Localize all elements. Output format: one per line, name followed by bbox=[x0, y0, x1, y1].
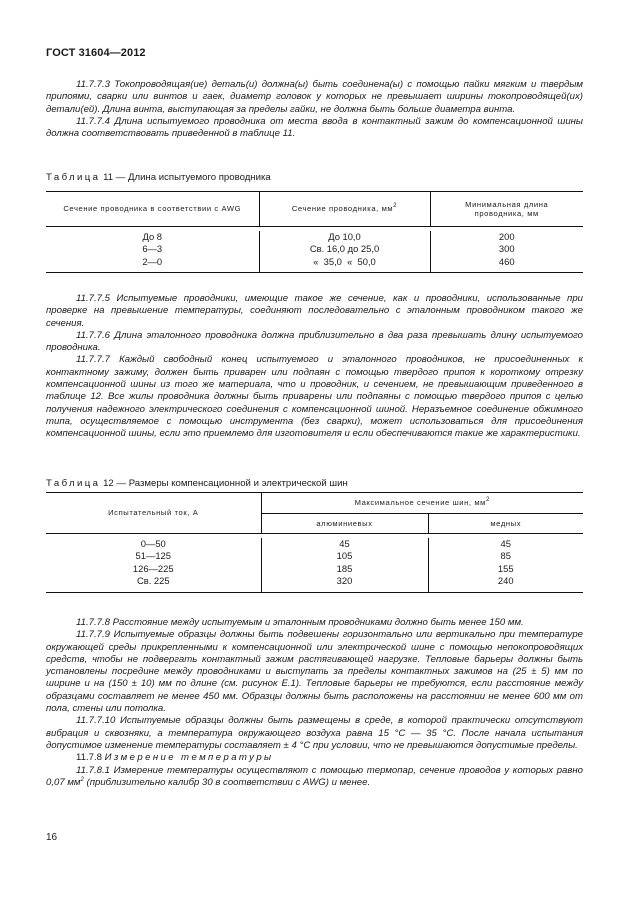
section-number: 11.7.8 bbox=[76, 752, 102, 764]
table11-header-length: Минимальная длина проводника, мм bbox=[430, 192, 583, 227]
table12-header-max bbox=[261, 493, 583, 514]
paragraph-11-7-7-7: 11.7.7.7 Каждый свободный конец испытуемого и эталонного проводников, не присоединенных к контактному зажиму, должен быть приварен или подпаян с помощью твердого припоя к короткому отрезку компенсационной шины из того же материала, что и проводник, и сечением, не превышающим приведенного в таблице 12. Все жилы проводника должны быть приварены или подпаяны с помощью твердого припоя с целью получения надежного электрического соединения с компенсационной шиной. Неразъемное соединение обжимного типа, осуществляемое с помощью инструмента (без сварки), может использоваться для присоединения компенсационной шины, если это приемлемо для изготовителя и если обеспечиваются такие же характеристики. bbox=[46, 354, 583, 440]
paragraph-11-7-8-1-text: 11.7.8.1 Измерение температуры осуществляют с помощью термопар, сечение проводов у которых равно 0,07 мм bbox=[46, 764, 583, 788]
table12-cell: Св. 225 bbox=[46, 575, 261, 593]
table11-caption-text: 11 — Длина испытуемого проводника bbox=[103, 172, 271, 183]
table12-header-max-text: Максимальное сечение шин, мм bbox=[354, 498, 486, 507]
table12-cell: 85 bbox=[428, 550, 583, 562]
paragraph-11-7-7-4: 11.7.7.4 Длина испытуемого проводника от места ввода в контактный зажим до компенсационной шины должна соответствовать приведенной в таблице 11. bbox=[46, 115, 583, 140]
table12-cell: 126—225 bbox=[132, 562, 174, 574]
table12-header-sup: 2 bbox=[485, 497, 490, 503]
text-block-1 bbox=[46, 79, 583, 140]
table11-cell: « 35,0 « 50,0 bbox=[259, 256, 430, 273]
table12-caption-text: 12 — Размеры компенсационной и электрической шин bbox=[103, 478, 348, 489]
table12-cell: 155 bbox=[428, 563, 583, 575]
table11-cell: 200 bbox=[430, 231, 583, 243]
paragraph-11-7-8-1-text-after: (приблизительно калибр 30 в соответствии с AWG) и менее. bbox=[83, 776, 371, 788]
table11-cell: До 8 bbox=[142, 231, 162, 242]
table11-cell: 2—0 bbox=[46, 256, 259, 273]
table12-cell: 51—125 bbox=[135, 550, 171, 562]
paragraph-11-7-8-1 bbox=[46, 765, 583, 790]
paragraph-11-7-7-5: 11.7.7.5 Испытуемые проводники, имеющие такое же сечение, как и проводники, использованные при проверке на превышение температуры, соединяют последовательно с эталонным проводником такого же сечения. bbox=[46, 293, 583, 329]
table11-caption bbox=[46, 172, 271, 184]
paragraph-11-7-7-8: 11.7.7.8 Расстояние между испытуемым и эталонным проводниками должно быть менее 150 мм. bbox=[76, 617, 524, 628]
table-row bbox=[46, 563, 583, 575]
table12-header-current: Испытательный ток, А bbox=[46, 493, 261, 534]
text-block-3 bbox=[46, 617, 583, 789]
table12-cell: 320 bbox=[261, 575, 428, 593]
table11-header-awg: Сечение проводника в соответствии с AWG bbox=[46, 192, 259, 227]
table11-caption-label: Таблица bbox=[46, 172, 101, 183]
table12-cell: 185 bbox=[261, 563, 428, 575]
table11-cell: 6—3 bbox=[142, 243, 163, 255]
table12-cell: 0—50 bbox=[140, 538, 166, 549]
table12-cell: 105 bbox=[261, 550, 428, 562]
section-heading-11-7-8 bbox=[46, 752, 583, 764]
table11-header-section bbox=[259, 192, 430, 227]
section-title: Измерение температуры bbox=[104, 752, 274, 764]
table11-header-section-text: Сечение проводника, мм bbox=[291, 204, 394, 214]
table12-cell: 240 bbox=[428, 575, 583, 593]
paragraph-11-7-8-1-sup: 2 bbox=[80, 776, 84, 783]
paragraph-11-7-7-6: 11.7.7.6 Длина эталонного проводника должна приблизительно в два раза превышать длину испытуемого проводника. bbox=[46, 329, 583, 354]
table-12 bbox=[46, 492, 583, 593]
table12-cell: 45 bbox=[428, 538, 583, 550]
table-row bbox=[46, 538, 583, 550]
table-row bbox=[46, 256, 583, 273]
table11-cell: 460 bbox=[430, 256, 583, 273]
table12-cell: 45 bbox=[261, 538, 428, 550]
table-row bbox=[46, 243, 583, 255]
table11-cell: 300 bbox=[430, 243, 583, 255]
table11-cell: До 10,0 bbox=[259, 231, 430, 243]
table12-caption bbox=[46, 478, 348, 490]
table12-caption-label: Таблица bbox=[46, 478, 101, 489]
table12-header-copper: медных bbox=[428, 513, 583, 534]
paragraph-11-7-7-3: 11.7.7.3 Токопроводящая(ие) деталь(и) должна(ы) быть соединена(ы) с помощью пайки мягким и твердым припоями, сварки или винтов и гаек, диаметр головок у которых не превышает ширины токопроводящей(их) детали(ей). Длина винта, выступающая за пределы гайки, не должна быть больше диаметра винта. bbox=[46, 79, 583, 115]
paragraph-11-7-7-10: 11.7.7.10 Испытуемые образцы должны быть размещены в среде, в которой практически отсутствуют вибрация и сквозняки, а температура окружающего воздуха равна 15 °С — 35 °С. После начала испытания допустимое изменение температуры составляет ± 4 °С при условии, что не превышаются допустимые пределы. bbox=[46, 715, 583, 751]
text-block-2 bbox=[46, 293, 583, 441]
document-header: ГОСТ 31604—2012 bbox=[46, 47, 146, 59]
table11-header-sup: 2 bbox=[393, 203, 398, 210]
table-row bbox=[46, 575, 583, 593]
table11-cell: Св. 16,0 до 25,0 bbox=[259, 243, 430, 255]
page-number: 16 bbox=[46, 832, 58, 843]
paragraph-11-7-7-9: 11.7.7.9 Испытуемые образцы должны быть подвешены горизонтально или вертикально при температуре окружающей среды прикрепленными к компенсационной или электрической шине с помощью непокопроводящих средств, чтобы не подвергать контактный зажим растягивающей нагрузке. Тепловые барьеры должны быть установлены посредине между проводниками и выступать за пределы контактных зажимов на (25 ± 5) мм по ширине и на (150 ± 10) мм по длине (см. рисунок Е.1). Тепловые барьеры не требуются, если расстояние между образцами составляет не менее 450 мм. Образцы должны быть расположены на расстоянии не менее 600 мм от пола, стены или потолка. bbox=[46, 629, 583, 715]
table-row bbox=[46, 231, 583, 243]
table-row bbox=[46, 550, 583, 562]
table-11 bbox=[46, 191, 583, 273]
table12-header-aluminium: алюминиевых bbox=[261, 513, 428, 534]
